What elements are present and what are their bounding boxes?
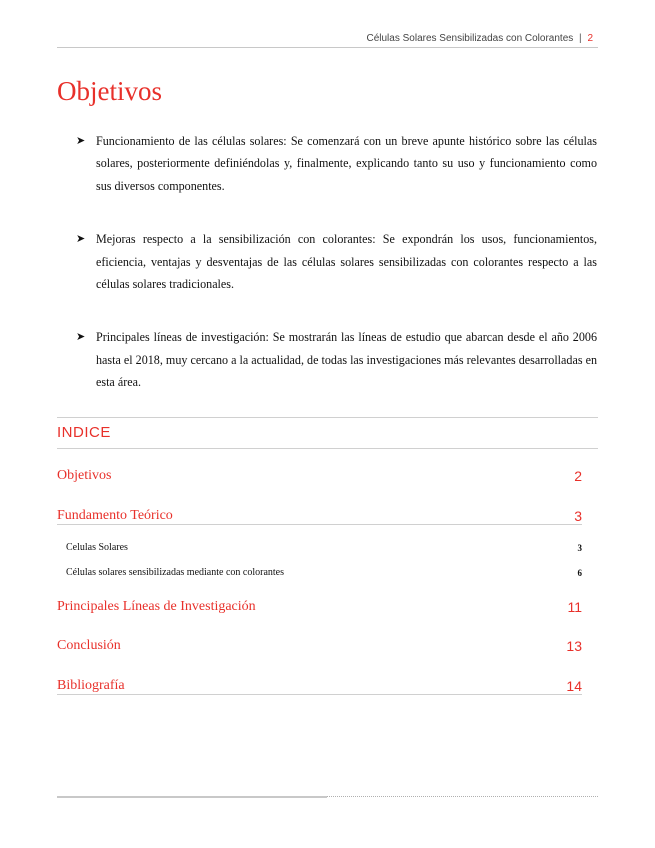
objective-item [76, 326, 597, 393]
objective-item [76, 130, 597, 197]
section-title: Objetivos [57, 76, 162, 106]
arrow-bullet-icon: ➤ [76, 135, 86, 147]
page-header [57, 30, 598, 48]
toc-entry-bibliografia[interactable] [57, 676, 582, 695]
objective-text: Mejoras respecto a la sensibilización con colorantes: Se expondrán los usos, funcionamientos, eficiencia, ventajas y desventajas de las células solares sensibilizadas con colorantes respecto a las células solares tradicionales. [96, 232, 597, 292]
header-text [366, 33, 593, 44]
toc-entry-label[interactable]: Células solares sensibilizadas mediante con colorantes [66, 567, 284, 578]
toc-entry-label[interactable]: Celulas Solares [66, 542, 128, 553]
toc-heading-text: INDICE [57, 424, 111, 441]
toc-entry-label[interactable]: Fundamento Teórico [57, 508, 173, 523]
toc-entry-fundamento-teorico[interactable] [57, 506, 582, 525]
toc-entry-page: 14 [566, 678, 582, 694]
header-separator: | [579, 33, 582, 44]
header-title: Células Solares Sensibilizadas con Colorantes [366, 33, 574, 44]
footer-rule-dotted [327, 796, 598, 797]
toc-entry-page: 11 [567, 599, 582, 615]
toc-entry-label[interactable]: Principales Líneas de Investigación [57, 599, 256, 614]
toc-entry-label[interactable]: Objetivos [57, 468, 112, 483]
arrow-bullet-icon: ➤ [76, 331, 86, 344]
header-page-number: 2 [587, 33, 593, 44]
objective-text: Funcionamiento de las células solares: Se comenzará con un breve apunte histórico sobre las células solares, posteriormente definiéndolas y, finalmente, explicando tanto su uso y funcionamiento como sus diversos componentes. [96, 134, 597, 193]
objectives-list [76, 130, 597, 425]
toc-entry-page: 3 [577, 543, 582, 553]
toc-entry-label[interactable]: Bibliografía [57, 678, 125, 693]
toc-entry-label[interactable]: Conclusión [57, 638, 121, 653]
toc-entry-page: 2 [574, 468, 582, 484]
toc-heading [57, 417, 598, 449]
toc-entry-celulas-sensibilizadas[interactable] [66, 560, 582, 578]
footer-rule-solid [57, 796, 327, 798]
toc-entry-objetivos[interactable] [57, 466, 582, 484]
objective-text: Principales líneas de investigación: Se mostrarán las líneas de estudio que abarcan desde el año 2006 hasta el 2018, muy cercano a la actualidad, de todas las investigaciones más relevantes desarrolladas en esta área. [96, 330, 597, 390]
toc-entry-page: 3 [574, 508, 582, 524]
objective-item [76, 228, 597, 295]
toc-entry-celulas-solares[interactable] [66, 535, 582, 553]
toc-entry-page: 6 [577, 568, 582, 578]
toc-entry-page: 13 [566, 638, 582, 654]
toc-entry-conclusion[interactable] [57, 636, 582, 654]
arrow-bullet-icon: ➤ [76, 233, 86, 246]
toc-entry-principales-lineas[interactable] [57, 597, 582, 615]
